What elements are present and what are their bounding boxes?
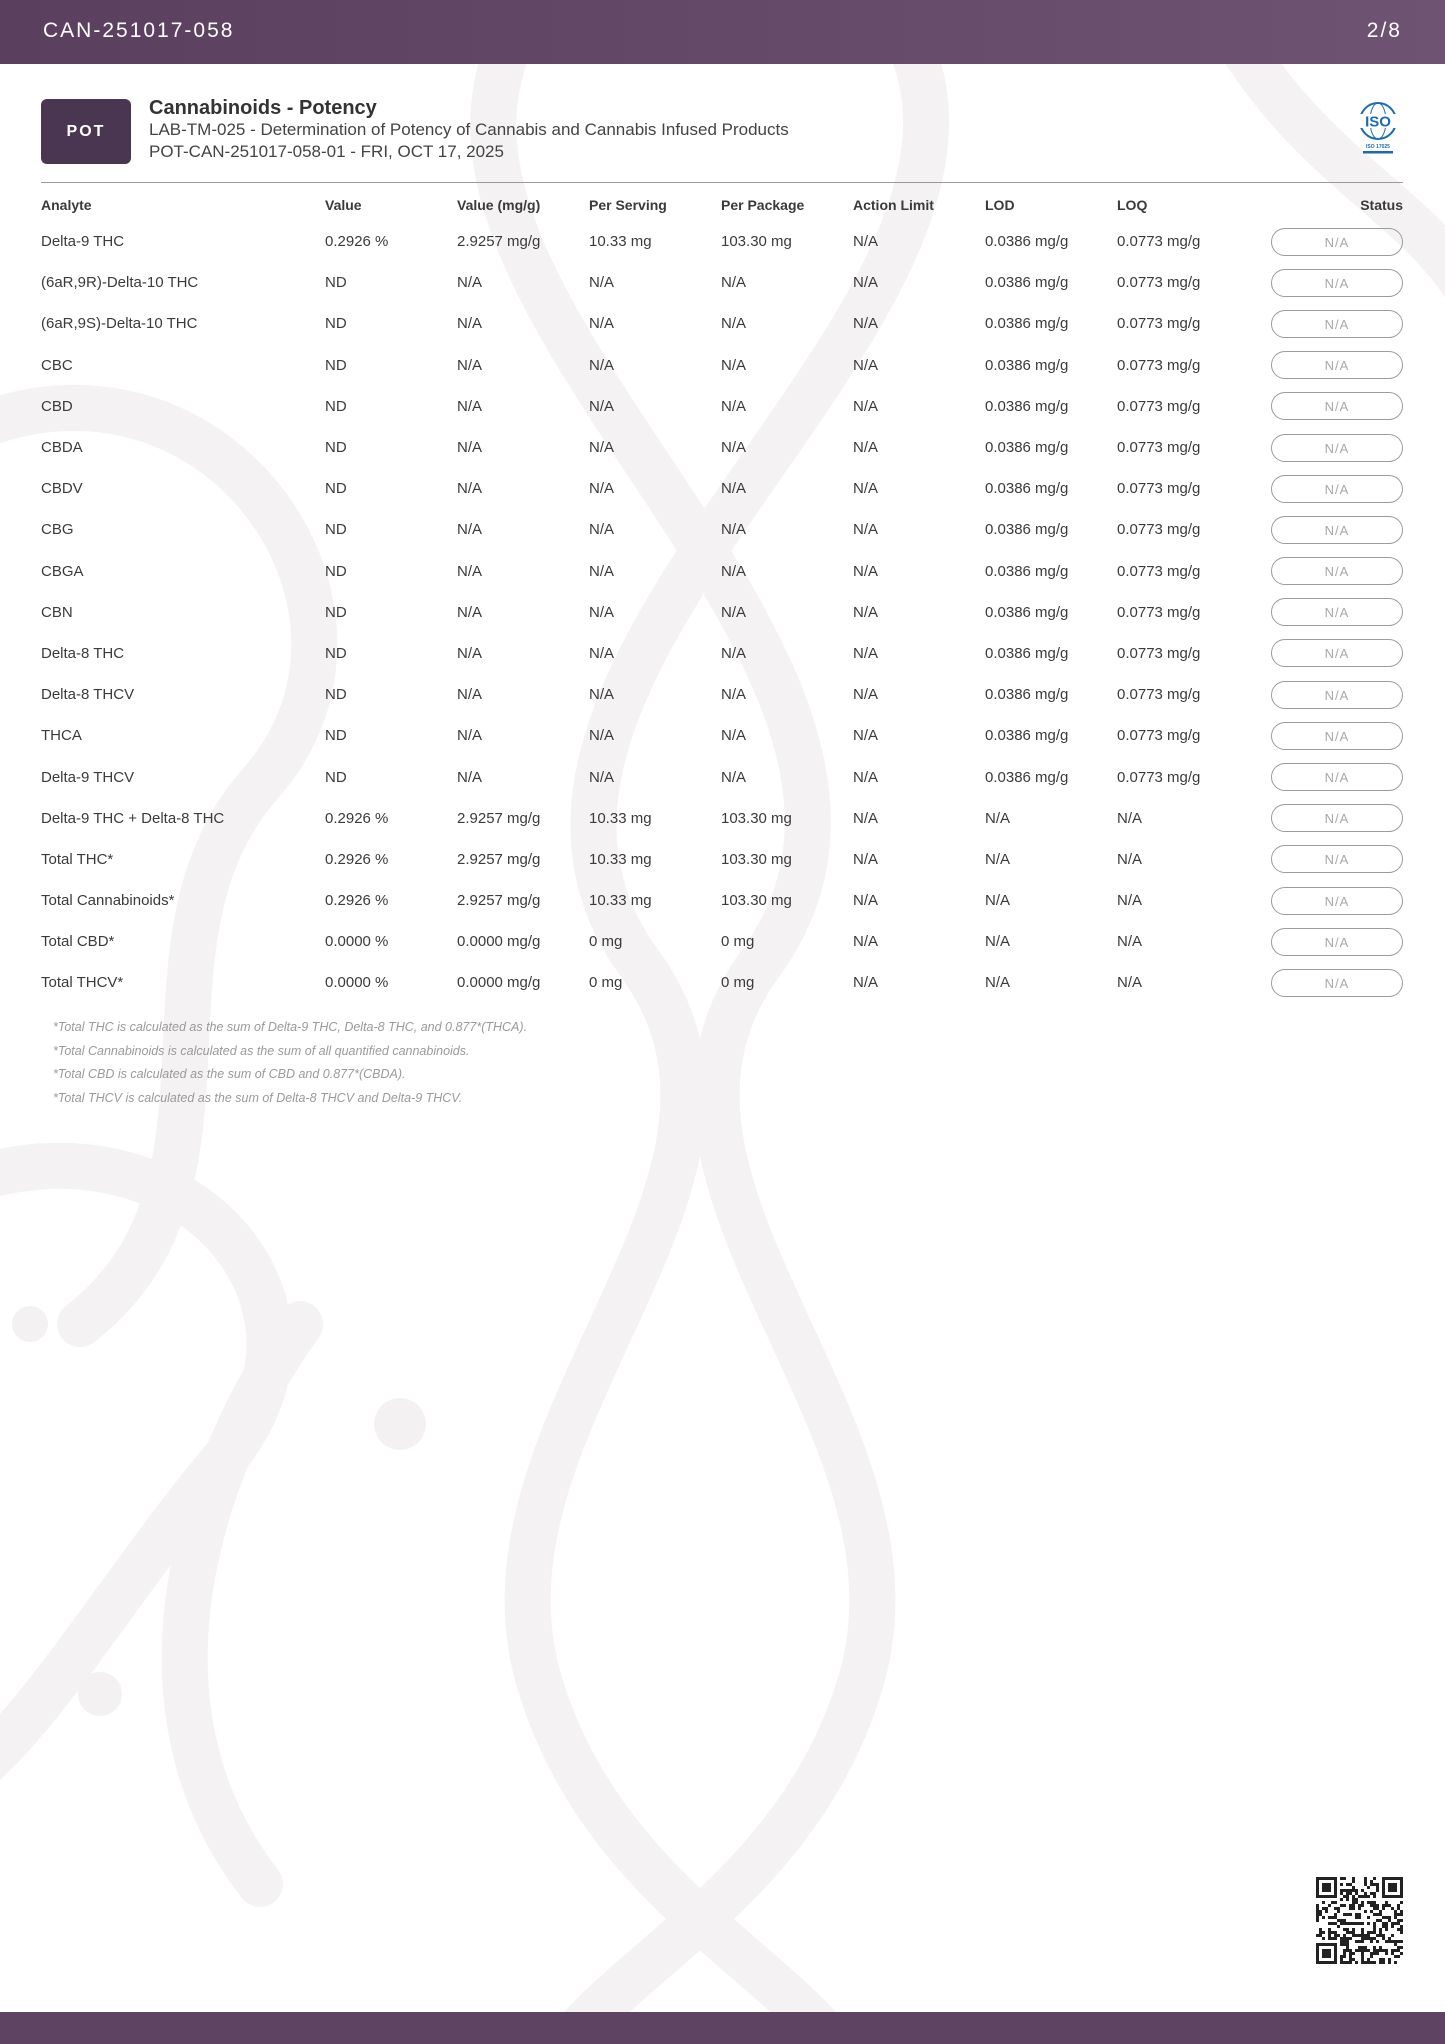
analyte-cell: Delta-8 THCV: [41, 686, 135, 704]
action-limit-cell: N/A: [853, 768, 879, 786]
svg-text:ISO: ISO: [1365, 113, 1391, 131]
lod-cell: N/A: [985, 809, 1011, 827]
per-package-cell: N/A: [721, 356, 747, 374]
status-badge: N/A: [1271, 434, 1403, 462]
status-badge: N/A: [1271, 639, 1403, 667]
table-row: [41, 509, 1403, 550]
per-package-cell: N/A: [721, 562, 747, 580]
per-serving-cell: 10.33 mg: [589, 892, 652, 910]
action-limit-cell: N/A: [853, 562, 879, 580]
table-row: [41, 633, 1403, 674]
status-badge: N/A: [1271, 681, 1403, 709]
value-mg-g-cell: 2.9257 mg/g: [457, 233, 541, 251]
analyte-cell: Delta-9 THC: [41, 233, 125, 251]
lod-cell: 0.0386 mg/g: [985, 727, 1069, 745]
status-badge: N/A: [1271, 557, 1403, 585]
value-mg-g-cell: 2.9257 mg/g: [457, 809, 541, 827]
column-header: Status: [1360, 197, 1403, 213]
value-mg-g-cell: 2.9257 mg/g: [457, 850, 541, 868]
table-row: [41, 756, 1403, 797]
action-limit-cell: N/A: [853, 686, 879, 704]
column-header: Value: [325, 197, 362, 213]
loq-cell: 0.0773 mg/g: [1117, 644, 1201, 662]
svg-text:ISO 17025: ISO 17025: [1366, 144, 1390, 150]
per-serving-cell: N/A: [589, 397, 615, 415]
page-number: 2/8: [1366, 19, 1402, 42]
loq-cell: N/A: [1117, 892, 1143, 910]
action-limit-cell: N/A: [853, 315, 879, 333]
per-package-cell: 0 mg: [721, 974, 755, 992]
lod-cell: 0.0386 mg/g: [985, 521, 1069, 539]
value-mg-g-cell: N/A: [457, 521, 483, 539]
loq-cell: N/A: [1117, 850, 1143, 868]
footnote: *Total CBD is calculated as the sum of CBD and 0.877*(CBDA).: [53, 1067, 406, 1081]
value-mg-g-cell: N/A: [457, 397, 483, 415]
analyte-cell: CBGA: [41, 562, 84, 580]
status-badge: N/A: [1271, 228, 1403, 256]
lod-cell: 0.0386 mg/g: [985, 480, 1069, 498]
table-body: [41, 221, 1403, 1004]
table-row: [41, 880, 1403, 921]
table-row: [41, 962, 1403, 1003]
per-serving-cell: N/A: [589, 686, 615, 704]
action-limit-cell: N/A: [853, 974, 879, 992]
value-mg-g-cell: N/A: [457, 644, 483, 662]
per-serving-cell: N/A: [589, 274, 615, 292]
per-serving-cell: N/A: [589, 603, 615, 621]
status-cell: [1257, 921, 1403, 962]
per-package-cell: 103.30 mg: [721, 892, 792, 910]
column-header: LOD: [985, 197, 1015, 213]
potency-results-table: [41, 189, 1403, 1004]
loq-cell: 0.0773 mg/g: [1117, 439, 1201, 457]
footnote: *Total THC is calculated as the sum of Delta-9 THC, Delta-8 THC, and 0.877*(THCA).: [53, 1020, 528, 1034]
test-type-badge: POT: [41, 99, 131, 164]
status-badge: N/A: [1271, 722, 1403, 750]
analyte-cell: Delta-9 THC + Delta-8 THC: [41, 809, 225, 827]
per-serving-cell: 0 mg: [589, 933, 623, 951]
status-badge: N/A: [1271, 351, 1403, 379]
status-cell: [1257, 715, 1403, 756]
status-cell: [1257, 592, 1403, 633]
lod-cell: N/A: [985, 974, 1011, 992]
document-id: CAN-251017-058: [43, 19, 235, 42]
action-limit-cell: N/A: [853, 850, 879, 868]
header-divider: [41, 182, 1403, 183]
per-serving-cell: N/A: [589, 562, 615, 580]
analyte-cell: (6aR,9S)-Delta-10 THC: [41, 315, 198, 333]
loq-cell: 0.0773 mg/g: [1117, 603, 1201, 621]
column-header: Value (mg/g): [457, 197, 541, 213]
column-header: Analyte: [41, 197, 92, 213]
value-mg-g-cell: 0.0000 mg/g: [457, 974, 541, 992]
lod-cell: N/A: [985, 892, 1011, 910]
per-package-cell: N/A: [721, 439, 747, 457]
section-header: [41, 97, 1403, 181]
value-cell: ND: [325, 521, 347, 539]
value-mg-g-cell: N/A: [457, 439, 483, 457]
per-package-cell: N/A: [721, 686, 747, 704]
loq-cell: 0.0773 mg/g: [1117, 768, 1201, 786]
action-limit-cell: N/A: [853, 356, 879, 374]
analyte-cell: Total THCV*: [41, 974, 124, 992]
per-package-cell: 103.30 mg: [721, 233, 792, 251]
per-package-cell: N/A: [721, 521, 747, 539]
per-package-cell: 103.30 mg: [721, 850, 792, 868]
table-row: [41, 715, 1403, 756]
per-package-cell: N/A: [721, 274, 747, 292]
per-package-cell: N/A: [721, 644, 747, 662]
status-cell: [1257, 839, 1403, 880]
table-row: [41, 221, 1403, 262]
loq-cell: 0.0773 mg/g: [1117, 397, 1201, 415]
footnote: *Total THCV is calculated as the sum of Delta-8 THCV and Delta-9 THCV.: [53, 1090, 463, 1105]
status-cell: [1257, 345, 1403, 386]
analyte-cell: CBC: [41, 356, 73, 374]
status-badge: N/A: [1271, 928, 1403, 956]
table-header-row: [41, 189, 1403, 221]
per-serving-cell: N/A: [589, 315, 615, 333]
value-cell: ND: [325, 768, 347, 786]
sample-id: POT-CAN-251017-058-01 - FRI, OCT 17, 2025: [149, 142, 504, 161]
per-package-cell: 103.30 mg: [721, 809, 792, 827]
status-badge: N/A: [1271, 804, 1403, 832]
value-cell: ND: [325, 603, 347, 621]
status-cell: [1257, 798, 1403, 839]
status-badge: N/A: [1271, 310, 1403, 338]
column-header: Per Serving: [589, 197, 667, 213]
value-mg-g-cell: 0.0000 mg/g: [457, 933, 541, 951]
table-row: [41, 427, 1403, 468]
table-row: [41, 551, 1403, 592]
value-mg-g-cell: N/A: [457, 686, 483, 704]
value-cell: ND: [325, 562, 347, 580]
action-limit-cell: N/A: [853, 397, 879, 415]
value-mg-g-cell: N/A: [457, 727, 483, 745]
value-cell: ND: [325, 274, 347, 292]
analyte-cell: CBG: [41, 521, 74, 539]
value-cell: ND: [325, 439, 347, 457]
value-cell: ND: [325, 356, 347, 374]
action-limit-cell: N/A: [853, 933, 879, 951]
loq-cell: 0.0773 mg/g: [1117, 686, 1201, 704]
value-cell: ND: [325, 727, 347, 745]
status-badge: N/A: [1271, 763, 1403, 791]
value-mg-g-cell: N/A: [457, 356, 483, 374]
qr-code-icon: [1316, 1877, 1403, 1964]
value-cell: 0.2926 %: [325, 809, 389, 827]
lod-cell: 0.0386 mg/g: [985, 562, 1069, 580]
status-cell: [1257, 262, 1403, 303]
status-badge: N/A: [1271, 475, 1403, 503]
status-cell: [1257, 962, 1403, 1003]
status-cell: [1257, 674, 1403, 715]
lod-cell: N/A: [985, 933, 1011, 951]
test-method: LAB-TM-025 - Determination of Potency of Cannabis and Cannabis Infused Products: [149, 120, 789, 139]
loq-cell: N/A: [1117, 809, 1143, 827]
status-cell: [1257, 427, 1403, 468]
action-limit-cell: N/A: [853, 727, 879, 745]
table-row: [41, 262, 1403, 303]
per-serving-cell: 10.33 mg: [589, 233, 652, 251]
analyte-cell: CBDA: [41, 439, 83, 457]
status-badge: N/A: [1271, 887, 1403, 915]
loq-cell: N/A: [1117, 933, 1143, 951]
per-package-cell: N/A: [721, 603, 747, 621]
analyte-cell: CBN: [41, 603, 73, 621]
analyte-cell: Delta-9 THCV: [41, 768, 135, 786]
lod-cell: 0.0386 mg/g: [985, 439, 1069, 457]
lod-cell: 0.0386 mg/g: [985, 768, 1069, 786]
per-package-cell: N/A: [721, 315, 747, 333]
loq-cell: 0.0773 mg/g: [1117, 562, 1201, 580]
status-cell: [1257, 756, 1403, 797]
table-row: [41, 592, 1403, 633]
top-bar: [0, 0, 1445, 64]
action-limit-cell: N/A: [853, 233, 879, 251]
per-package-cell: N/A: [721, 768, 747, 786]
table-row: [41, 839, 1403, 880]
analyte-cell: THCA: [41, 727, 82, 745]
analyte-cell: Total THC*: [41, 850, 114, 868]
column-header: Action Limit: [853, 197, 934, 213]
per-package-cell: N/A: [721, 480, 747, 498]
value-cell: 0.2926 %: [325, 850, 389, 868]
value-mg-g-cell: N/A: [457, 274, 483, 292]
value-cell: ND: [325, 397, 347, 415]
per-serving-cell: 10.33 mg: [589, 809, 652, 827]
status-badge: N/A: [1271, 598, 1403, 626]
loq-cell: 0.0773 mg/g: [1117, 274, 1201, 292]
loq-cell: 0.0773 mg/g: [1117, 727, 1201, 745]
action-limit-cell: N/A: [853, 809, 879, 827]
analyte-cell: CBDV: [41, 480, 83, 498]
value-mg-g-cell: N/A: [457, 768, 483, 786]
loq-cell: 0.0773 mg/g: [1117, 480, 1201, 498]
value-cell: ND: [325, 315, 347, 333]
status-badge: N/A: [1271, 392, 1403, 420]
value-cell: 0.2926 %: [325, 233, 389, 251]
analyte-cell: Total Cannabinoids*: [41, 892, 175, 910]
per-package-cell: 0 mg: [721, 933, 755, 951]
per-serving-cell: 0 mg: [589, 974, 623, 992]
per-package-cell: N/A: [721, 397, 747, 415]
loq-cell: N/A: [1117, 974, 1143, 992]
action-limit-cell: N/A: [853, 892, 879, 910]
loq-cell: 0.0773 mg/g: [1117, 521, 1201, 539]
analyte-cell: CBD: [41, 397, 73, 415]
status-badge: N/A: [1271, 969, 1403, 997]
status-cell: [1257, 633, 1403, 674]
per-serving-cell: N/A: [589, 521, 615, 539]
status-cell: [1257, 386, 1403, 427]
per-serving-cell: 10.33 mg: [589, 850, 652, 868]
value-mg-g-cell: N/A: [457, 315, 483, 333]
value-mg-g-cell: N/A: [457, 603, 483, 621]
analyte-cell: (6aR,9R)-Delta-10 THC: [41, 274, 199, 292]
column-header: LOQ: [1117, 197, 1148, 213]
lod-cell: 0.0386 mg/g: [985, 233, 1069, 251]
per-serving-cell: N/A: [589, 439, 615, 457]
status-badge: N/A: [1271, 269, 1403, 297]
status-badge: N/A: [1271, 516, 1403, 544]
value-mg-g-cell: N/A: [457, 562, 483, 580]
analyte-cell: Total CBD*: [41, 933, 115, 951]
table-row: [41, 468, 1403, 509]
value-cell: 0.0000 %: [325, 933, 389, 951]
status-cell: [1257, 221, 1403, 262]
loq-cell: 0.0773 mg/g: [1117, 356, 1201, 374]
loq-cell: 0.0773 mg/g: [1117, 233, 1201, 251]
status-badge: N/A: [1271, 845, 1403, 873]
status-cell: [1257, 303, 1403, 344]
per-serving-cell: N/A: [589, 356, 615, 374]
table-row: [41, 921, 1403, 962]
lod-cell: 0.0386 mg/g: [985, 686, 1069, 704]
value-cell: 0.0000 %: [325, 974, 389, 992]
value-cell: ND: [325, 686, 347, 704]
table-row: [41, 674, 1403, 715]
status-cell: [1257, 551, 1403, 592]
per-serving-cell: N/A: [589, 644, 615, 662]
lod-cell: 0.0386 mg/g: [985, 356, 1069, 374]
section-title: Cannabinoids - Potency: [149, 97, 377, 119]
action-limit-cell: N/A: [853, 644, 879, 662]
footnotes: [53, 1016, 527, 1110]
lod-cell: 0.0386 mg/g: [985, 315, 1069, 333]
column-header: Per Package: [721, 197, 805, 213]
lod-cell: 0.0386 mg/g: [985, 397, 1069, 415]
value-cell: ND: [325, 644, 347, 662]
table-row: [41, 303, 1403, 344]
analyte-cell: Delta-8 THC: [41, 644, 125, 662]
value-mg-g-cell: N/A: [457, 480, 483, 498]
action-limit-cell: N/A: [853, 521, 879, 539]
status-cell: [1257, 468, 1403, 509]
per-serving-cell: N/A: [589, 727, 615, 745]
lod-cell: 0.0386 mg/g: [985, 274, 1069, 292]
action-limit-cell: N/A: [853, 439, 879, 457]
status-cell: [1257, 880, 1403, 921]
table-row: [41, 345, 1403, 386]
per-package-cell: N/A: [721, 727, 747, 745]
action-limit-cell: N/A: [853, 603, 879, 621]
value-cell: ND: [325, 480, 347, 498]
per-serving-cell: N/A: [589, 768, 615, 786]
per-serving-cell: N/A: [589, 480, 615, 498]
lod-cell: 0.0386 mg/g: [985, 603, 1069, 621]
footnote: *Total Cannabinoids is calculated as the sum of all quantified cannabinoids.: [53, 1043, 470, 1058]
bottom-bar: [0, 2012, 1445, 2044]
action-limit-cell: N/A: [853, 480, 879, 498]
value-cell: 0.2926 %: [325, 892, 389, 910]
lod-cell: 0.0386 mg/g: [985, 644, 1069, 662]
iso-logo-icon: [1353, 101, 1403, 157]
lod-cell: N/A: [985, 850, 1011, 868]
table-row: [41, 798, 1403, 839]
status-cell: [1257, 509, 1403, 550]
table-row: [41, 386, 1403, 427]
value-mg-g-cell: 2.9257 mg/g: [457, 892, 541, 910]
action-limit-cell: N/A: [853, 274, 879, 292]
loq-cell: 0.0773 mg/g: [1117, 315, 1201, 333]
